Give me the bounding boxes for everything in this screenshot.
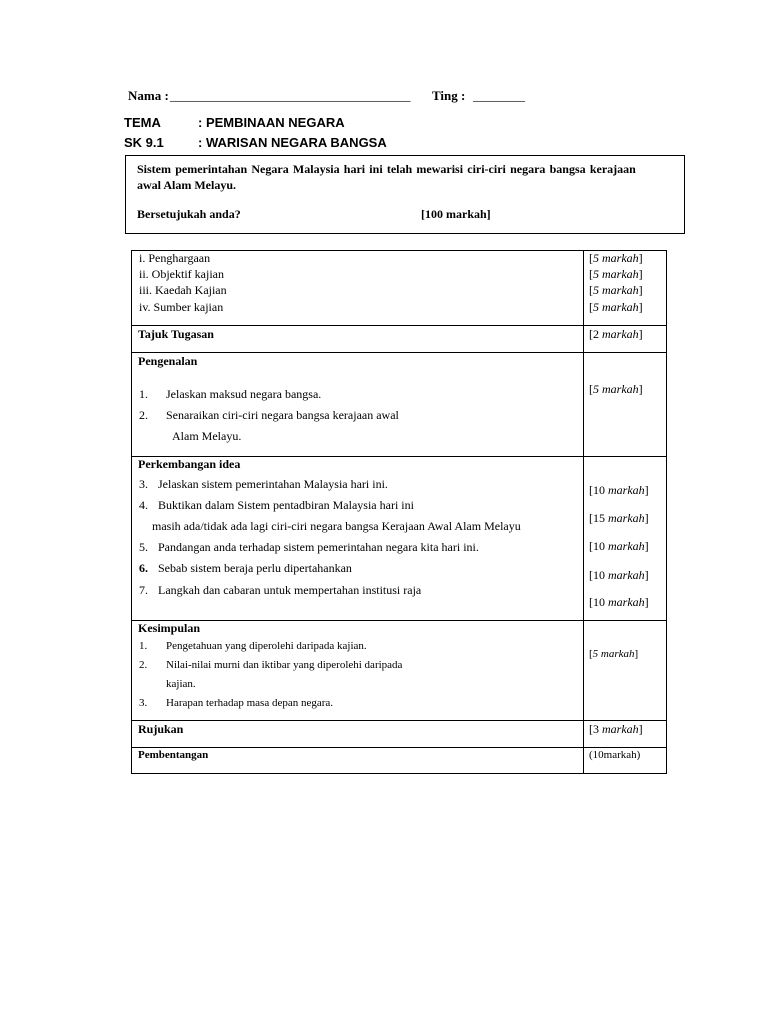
perkembangan-item: Langkah dan cabaran untuk mempertahan institusi raja: [158, 583, 422, 597]
intro-mark: [5 markah]: [589, 283, 643, 297]
perkembangan-mark: [10 markah]: [589, 568, 649, 582]
ting-blank[interactable]: ________: [473, 88, 525, 103]
sk-value: : WARISAN NEGARA BANGSA: [198, 135, 387, 150]
rujukan-mark: [3 markah]: [589, 722, 643, 736]
tajuk-title: Tajuk Tugasan: [138, 327, 214, 341]
kesimpulan-item: Pengetahuan yang diperolehi daripada kajian.: [166, 640, 367, 652]
perkembangan-item: masih ada/tidak ada lagi ciri-ciri negara bangsa Kerajaan Awal Alam Melayu: [152, 519, 521, 533]
pengenalan-title: Pengenalan: [138, 354, 198, 368]
intro-item: i. Penghargaan: [139, 251, 211, 265]
row-divider: [131, 352, 667, 353]
intro-item: ii. Objektif kajian: [139, 267, 224, 281]
perkembangan-mark: [10 markah]: [589, 595, 649, 609]
kesimpulan-num: 2.: [139, 659, 148, 671]
row-divider: [131, 325, 667, 326]
ting-label: Ting :: [432, 88, 466, 103]
kesimpulan-item: Nilai-nilai murni dan iktibar yang diperolehi daripada: [166, 659, 403, 671]
kesimpulan-mark: [5 markah]: [589, 648, 639, 660]
pengenalan-num: 1.: [139, 387, 148, 401]
kesimpulan-title: Kesimpulan: [138, 621, 201, 635]
intro-item: iii. Kaedah Kajian: [139, 283, 227, 297]
perkembangan-item: Pandangan anda terhadap sistem pemerintahan negara kita hari ini.: [158, 540, 479, 554]
intro-item: iv. Sumber kajian: [139, 300, 224, 314]
pembentangan-mark: (10markah): [589, 749, 641, 761]
kesimpulan-cont: kajian.: [166, 678, 196, 690]
intro-mark: [5 markah]: [589, 300, 643, 314]
kesimpulan-num: 3.: [139, 697, 148, 709]
nama-blank[interactable]: _____________________________________: [170, 88, 411, 103]
pengenalan-cont: Alam Melayu.: [172, 429, 242, 443]
tajuk-mark: [2 markah]: [589, 327, 643, 341]
perkembangan-num: 5.: [139, 540, 148, 554]
perkembangan-num: 7.: [139, 583, 148, 597]
kesimpulan-item: Harapan terhadap masa depan negara.: [166, 697, 334, 709]
column-divider: [583, 250, 584, 774]
row-divider: [131, 747, 667, 748]
perkembangan-title: Perkembangan idea: [138, 457, 241, 471]
sk-label: SK 9.1: [124, 135, 164, 150]
perkembangan-mark: [15 markah]: [589, 511, 649, 525]
perkembangan-num: 6.: [139, 561, 148, 575]
intro-mark: [5 markah]: [589, 267, 643, 281]
pengenalan-item: Senaraikan ciri-ciri negara bangsa kerajaan awal: [166, 408, 399, 422]
perkembangan-num: 3.: [139, 477, 148, 491]
question-marks: [100 markah]: [421, 207, 491, 221]
tema-label: TEMA: [124, 115, 161, 130]
kesimpulan-num: 1.: [139, 640, 148, 652]
row-divider: [131, 620, 667, 621]
pengenalan-num: 2.: [139, 408, 148, 422]
pengenalan-mark: [5 markah]: [589, 382, 643, 396]
question-ask: Bersetujukah anda?: [137, 207, 241, 221]
rujukan-title: Rujukan: [138, 722, 184, 736]
pengenalan-item: Jelaskan maksud negara bangsa.: [166, 387, 322, 401]
intro-mark: [5 markah]: [589, 251, 643, 265]
question-line1: Sistem pemerintahan Negara Malaysia hari ini telah mewarisi ciri-ciri negara bangsa kerajaan: [137, 162, 636, 176]
nama-label: Nama :: [128, 88, 169, 103]
perkembangan-mark: [10 markah]: [589, 539, 649, 553]
perkembangan-item: Sebab sistem beraja perlu dipertahankan: [158, 561, 352, 575]
tema-value: : PEMBINAAN NEGARA: [198, 115, 345, 130]
row-divider: [131, 720, 667, 721]
question-line2: awal Alam Melayu.: [137, 178, 236, 192]
perkembangan-item: Buktikan dalam Sistem pentadbiran Malaysia hari ini: [158, 498, 414, 512]
perkembangan-mark: [10 markah]: [589, 483, 649, 497]
pembentangan-title: Pembentangan: [138, 749, 209, 761]
perkembangan-item: Jelaskan sistem pemerintahan Malaysia hari ini.: [158, 477, 388, 491]
perkembangan-num: 4.: [139, 498, 148, 512]
